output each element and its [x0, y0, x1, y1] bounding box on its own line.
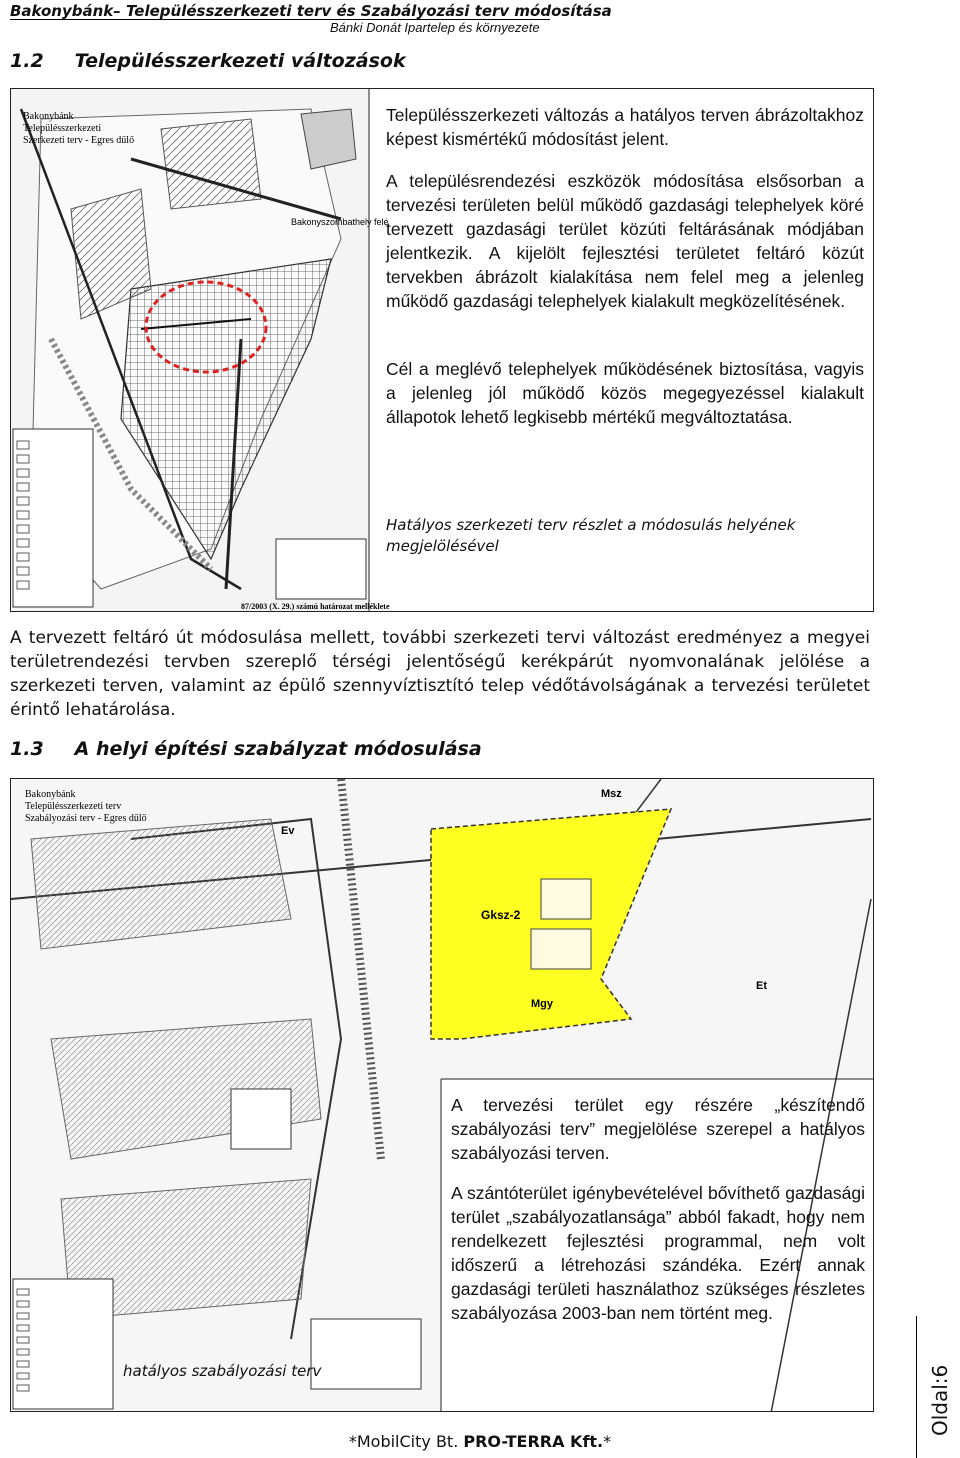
page-footer	[0, 1432, 960, 1451]
map1-road-label: Bakonyszombathely felé	[291, 217, 389, 227]
map2-zone-ev: Ev	[281, 825, 295, 837]
section-title: Településszerkezeti változások	[74, 50, 406, 72]
section1-paragraph-2: A településrendezési eszközök módosítása elsősorban a tervezési területen belül működő gazdasági telephelyek köré tervezett gazdasági terület közúti feltárásának módjában jelentkezik. A kijelölt fejlesztési területet feltáró közút tervekben ábrázolt kialakítása nem felel meg a jelenleg működő gazdasági telephelyek kialakult megközelítésének.	[386, 171, 864, 311]
page-number	[918, 1340, 958, 1440]
footer-company-1: *MobilCity Bt.	[348, 1432, 464, 1451]
map2-title-1: Bakonybánk	[25, 789, 76, 800]
section-heading-1-2	[10, 50, 406, 72]
section-number: 1.2	[10, 50, 44, 72]
section1-body: A tervezett feltáró út módosulása mellett, további szerkezeti tervi változást eredményez a megyei területrendezési tervben szereplő térségi jelentőségű kerékpárút nyomvonalának jelölése a szerkezeti terven, valamint az épülő szennyvíztisztító telep védőtávolságának a tervezési területet érintő lehatárolása.	[10, 628, 870, 720]
section2-paragraph-2: A szántóterület igénybevételével bővíthető gazdasági terület „szabályozatlansága” abból fakadt, hogy nem rendelkezett fejlesztési programmal, nem volt időszerű a létrehozási szándéka. Ezért annak gazdasági területi használathoz szükséges részletes szabályozása 2003-ban nem történt meg.	[451, 1183, 865, 1323]
header-subtitle: Bánki Donát Ipartelep és környezete	[330, 20, 540, 35]
section1-paragraph-3: Cél a meglévő telephelyek működésének biztosítása, vagyis a jelenleg jól működő közös megegyezéssel kialakult állapotok lehető legkisebb mértékű megváltoztatása.	[386, 359, 864, 427]
section-number: 1.3	[10, 738, 44, 760]
section2-paragraph-1: A tervezési terület egy részére „készítendő szabályozási terv” megjelölése szerepel a hatályos szabályozási terven.	[451, 1095, 865, 1163]
footer-end: *	[603, 1432, 612, 1451]
map2-zone-msz: Msz	[601, 788, 622, 800]
footer-company-2: PRO-TERRA Kft.	[463, 1432, 604, 1451]
section1-figure-caption: Hatályos szerkezeti terv részlet a módosulás helyének megjelölésével	[386, 516, 796, 555]
map1-resolution-label: 87/2003 (X. 29.) számú határozat melléklete	[241, 602, 390, 611]
header-title: Bakonybánk– Településszerkezeti terv és Szabályozási terv módosítása	[10, 2, 612, 20]
map2-zone-mgy: Mgy	[531, 998, 553, 1010]
map2-zone-gksz: Gksz-2	[481, 908, 521, 922]
section1-paragraph-1: Településszerkezeti változás a hatályos terven ábrázoltakhoz képest kismértékű módosítást jelent.	[386, 105, 864, 149]
regulation-plan-figure	[10, 778, 874, 1412]
section-heading-1-3	[10, 738, 482, 760]
section-title: A helyi építési szabályzat módosulása	[74, 738, 482, 760]
page-header	[0, 0, 960, 42]
map2-title-2: Településszerkezeti terv	[25, 801, 122, 812]
map1-title-3: Szerkezeti terv - Egres dűlő	[23, 135, 135, 146]
map1-title-1: Bakonybánk	[23, 111, 74, 122]
map2-zone-et: Et	[756, 980, 767, 992]
section2-figure-caption: hatályos szabályozási terv	[123, 1362, 322, 1380]
structure-plan-figure	[10, 88, 874, 612]
map2-title-3: Szabályozási terv - Egres dűlő	[25, 813, 147, 824]
page-number-label: Oldal:6	[928, 1364, 952, 1436]
map1-title-2: Településszerkezeti	[23, 123, 102, 134]
